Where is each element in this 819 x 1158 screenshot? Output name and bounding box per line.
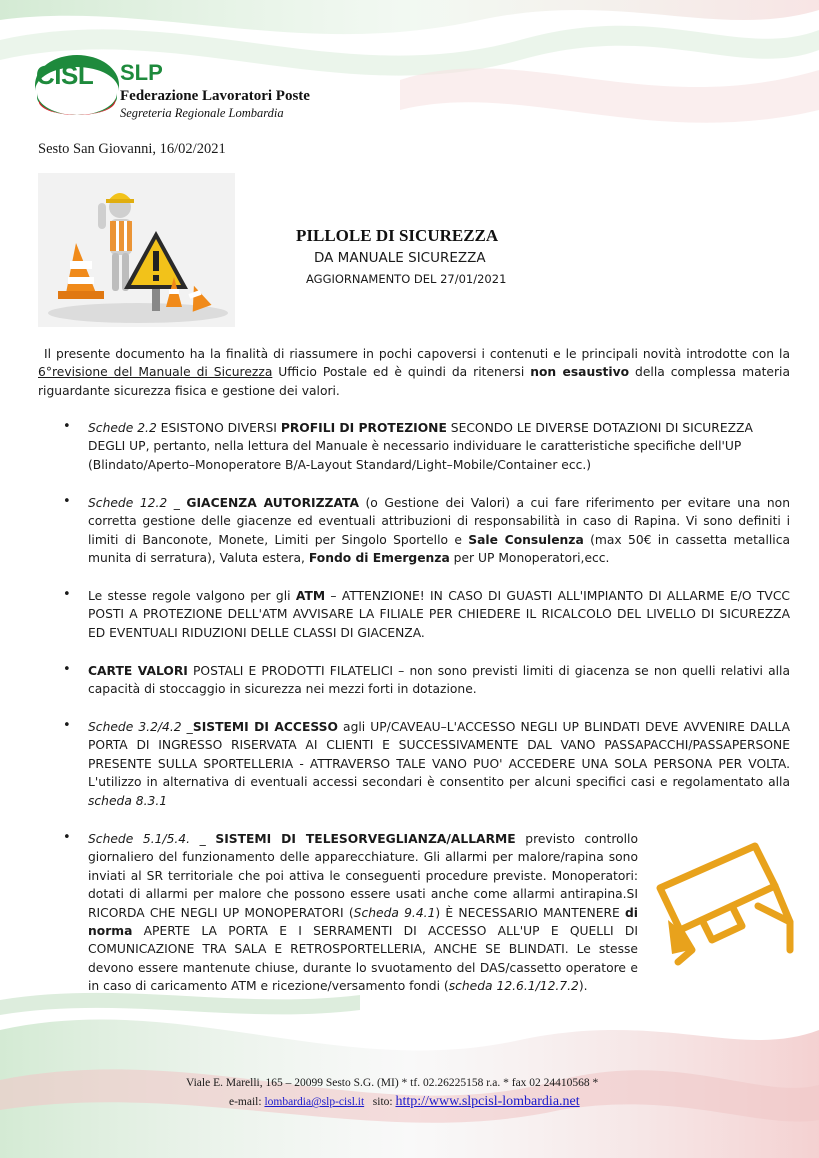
bullet-1-t2: SECONDO LE DIVERSE DOTAZIONI DI SICUREZZA DEGLI UP, pertanto, nella lettura del Manuale è necessario individuare le caratteristiche specifiche dell'UP (Blindato/Aperto–Monoperatore B/A-Layout Standard/Light–Mobile/Container ecc.) [88, 421, 753, 472]
bullet-5-t1: agli UP/CAVEAU–L'ACCESSO NEGLI UP BLINDATI DEVE AVVENIRE DALLA PORTA DI INGRESSO RISERVATA AI CLIENTI E SUCCESSIVAMENTE DAL VANO PASSAPACCHI/PASSAPERSONE PRESENTE SULLA SPORTELLERIA - ATTRAVERSO TALE VANO PUO' ACCEDERE UNA SOLA PERSONA PER VOLTA. L'utilizzo in alternativa di eventuali accessi secondari è consentito per alcuni specifici casi e regolamentato alla [88, 720, 790, 790]
email-label: e-mail: [229, 1096, 265, 1108]
email-link[interactable]: lombardia@slp-cisl.it [264, 1096, 365, 1108]
page-subtitle: DA MANUALE SICUREZZA [314, 250, 486, 266]
intro-text-1: Il presente documento ha la finalità di riassumere in pochi capoversi i contenuti e le principali novità introdotte con la [44, 347, 790, 361]
bullet-3-t2: – ATTENZIONE! IN CASO DI GUASTI ALL'IMPIANTO DI ALLARME E/O TVCC POSTI A PROTEZIONE DELL'ATM AVVISARE LA FILIALE PER CHIEDERE IL RICALCOLO DEL LIVELLO DI SICUREZZA ED EVENTUALI RIDUZIONI DELLE CLASSI DI GIACENZA. [88, 589, 790, 640]
bullet-5-bold: SISTEMI DI ACCESSO [192, 720, 338, 734]
bullet-3-marker: • [63, 587, 71, 602]
bullet-6-t2: ) È NECESSARIO MANTENERE [435, 905, 625, 920]
date-line: Sesto San Giovanni, 16/02/2021 [38, 141, 226, 157]
intro-paragraph [38, 345, 790, 400]
logo-cisl-text: CISL [36, 60, 94, 90]
bullet-6-bold2: di norma [88, 905, 638, 939]
bullet-4-text [88, 662, 790, 699]
bullet-4-t1: POSTALI E PRODOTTI FILATELICI – non sono previsti limiti di giacenza se non quelli relativi alla capacità di stoccaggio in sicurezza nei mezzi forti in dotazione. [88, 664, 790, 697]
bullet-6-t4: ). [578, 979, 588, 994]
manual-revision-link[interactable]: 6°revisione del Manuale di Sicurezza [38, 365, 273, 380]
bullet-5-marker: • [63, 718, 71, 733]
bullet-5-ref: Schede 3.2/4.2 [88, 720, 182, 734]
bullet-1-bold: PROFILI DI PROTEZIONE [280, 421, 447, 435]
bullet-1-text [88, 419, 790, 474]
bullet-2-marker: • [63, 494, 71, 509]
bullet-5-ref2: scheda 8.3.1 [88, 793, 168, 808]
bullet-2-bold3: Fondo di Emergenza [308, 551, 450, 566]
bullet-5-text [88, 718, 790, 810]
bullet-4-marker: • [63, 662, 71, 677]
bullet-2-ref: Schede 12.2 [88, 496, 168, 510]
bullet-6-marker: • [63, 830, 71, 845]
website-link[interactable]: http://www.slpcisl-lombardia.net [395, 1094, 580, 1109]
bullet-6-ref2: Scheda 9.4.1 [353, 905, 436, 920]
intro-text-3: della complessa materia riguardante sicurezza fisica e gestione dei valori. [38, 365, 790, 398]
footer-address: Viale E. Marelli, 165 – 20099 Sesto S.G. (MI) * tf. 02.26225158 r.a. * fax 02 24410568 * [186, 1077, 599, 1089]
update-line: AGGIORNAMENTO DEL 27/01/2021 [306, 272, 507, 286]
bullet-1-marker: • [63, 419, 71, 434]
page-title: PILLOLE DI SICUREZZA [296, 226, 499, 245]
footer-contacts [229, 1094, 580, 1110]
bullet-2-t1: (o Gestione dei Valori) a cui fare riferimento per evitare una non corretta gestione delle giacenze ed eventuali attribuzioni di responsabilità in caso di Rapina. Vi sono definiti i limiti di Banconote, Monete, Limiti per Singolo Sportello e [88, 496, 790, 547]
bullet-3-text [88, 587, 790, 642]
bullet-6-text [88, 830, 638, 996]
bullet-6-t3: APERTE LA PORTA E I SERRAMENTI DI ACCESSO ALL'UP E QUELLI DI COMUNICAZIONE TRA SALA E RETROSPORTELLERIA, ANCHE SE BLINDATI. Le stesse devono essere mantenute chiuse, durante lo svuotamento del DAS/cassetto operatore e in caso di caricamento ATM e ricezione/versamento fondi ( [88, 924, 638, 994]
bullet-1-ref: Schede 2.2 [88, 421, 157, 435]
bullet-6-ref3: scheda 12.6.1/12.7.2 [448, 979, 579, 994]
bullet-6-bold: SISTEMI DI TELESORVEGLIANZA/ALLARME [215, 832, 516, 846]
bullet-5-t0: _ [181, 720, 193, 734]
site-label: sito: [364, 1096, 396, 1108]
intro-text-2: Ufficio Postale ed è quindi da ritenersi [272, 365, 531, 380]
segreteria-name: Segreteria Regionale Lombardia [120, 106, 284, 120]
bullet-2-bold1: GIACENZA AUTORIZZATA [186, 496, 359, 510]
bullet-2-text [88, 494, 790, 568]
bullet-1-t1: ESISTONO DIVERSI [156, 421, 281, 435]
bullet-4-bold: CARTE VALORI [88, 664, 188, 678]
logo-slp-text: SLP [120, 60, 163, 85]
bullet-2-bold2: Sale Consulenza [468, 532, 584, 547]
bullet-6-t1: previsto controllo giornaliero del funzionamento delle apparecchiature. Gli allarmi per malore/rapina sono inviati al SR territoriale che poi attiva le conseguenti procedure previste. Monoperatori: dotati di allarmi per malore che possono essere usati anche come allarmi antirapina.SI RICORDA CHE NEGLI UP MONOPERATORI ( [88, 832, 639, 920]
bullet-3-t1: Le stesse regole valgono per gli [88, 589, 296, 603]
bullet-6-t0: _ [190, 832, 216, 846]
federation-name: Federazione Lavoratori Poste [120, 88, 310, 104]
safety-worker-illustration [38, 173, 235, 327]
bullet-6-ref: Schede 5.1/5.4. [88, 832, 191, 846]
security-camera-icon [650, 838, 800, 968]
bullet-2-t2: (max 50€ in cassetta metallica munita di serratura), Valuta estera, [88, 532, 790, 566]
bullet-2-t0: _ [167, 496, 187, 510]
bullet-3-bold: ATM [295, 589, 326, 603]
intro-bold: non esaustivo [530, 365, 630, 380]
bullet-2-t3: per UP Monoperatori,ecc. [449, 551, 610, 566]
